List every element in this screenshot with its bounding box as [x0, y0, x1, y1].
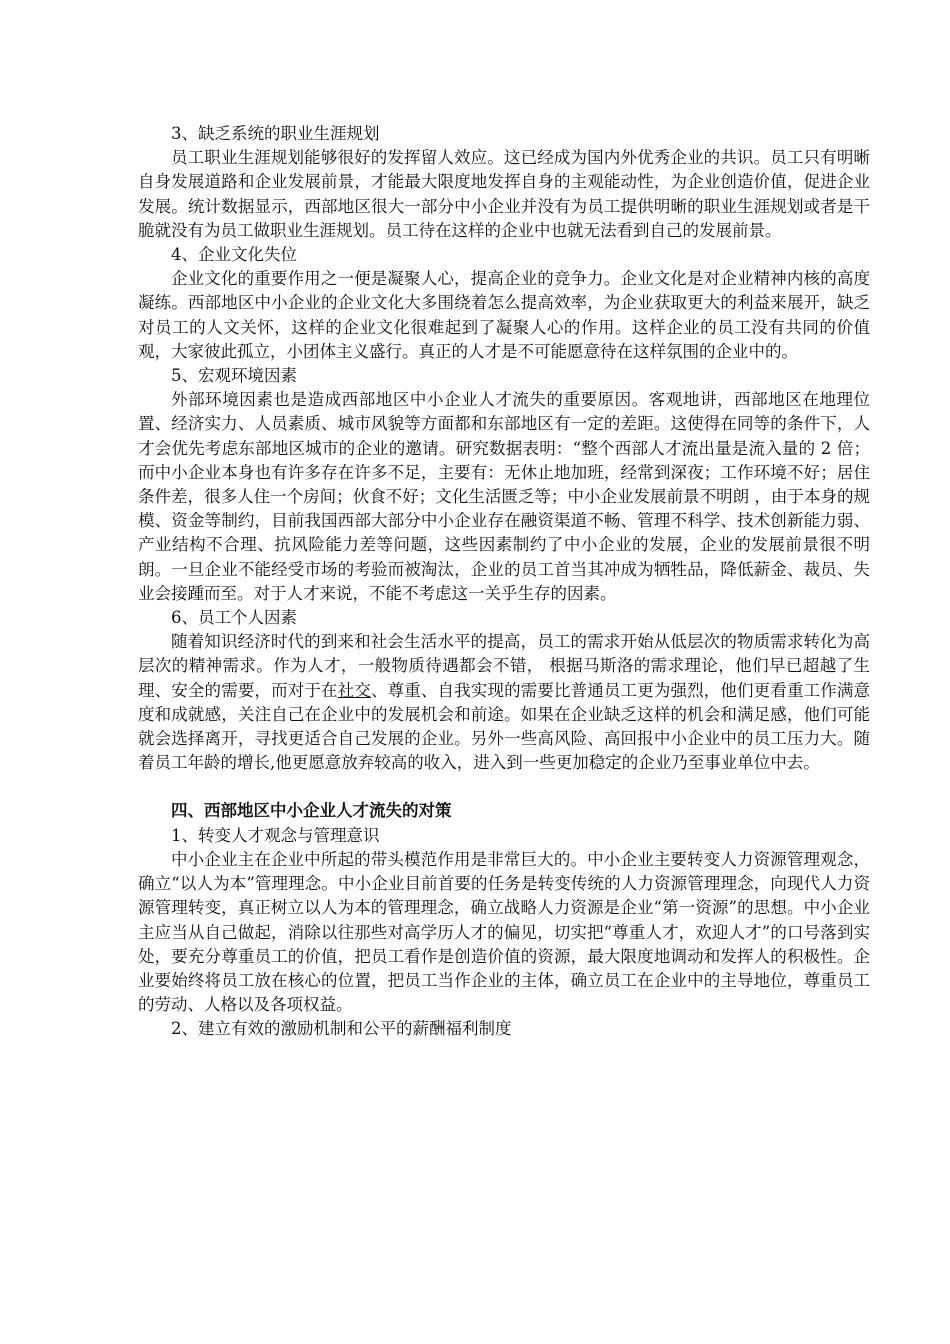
- subparagraph-1: 中小企业主在企业中所起的带头模范作用是非常巨大的。中小企业主要转变人力资源管理观念，确立“以人为本”管理理念。中小企业目前首要的任务是转变传统的人力资源管理理念，向现代人力资源管理转变，真正树立以人为本的管理理念，确立战略人力资源是企业“第一资源”的思想。中小企业主应当从自己做起，消除以往那些对高学历人才的偏见，切实把“尊重人才，欢迎人才”的口号落到实处，要充分尊重员工的价值，把员工看作是创造价值的资源，最大限度地调动和发挥人的积极性。企业要始终将员工放在核心的位置，把员工当作企业的主体，确立员工在企业中的主导地位，尊重员工的劳动、人格以及各项权益。: [138, 849, 870, 1015]
- heading-3: 3、缺乏系统的职业生涯规划: [171, 124, 380, 143]
- paragraph-3: 员工职业生涯规划能够很好的发挥留人效应。这已经成为国内外优秀企业的共识。员工只有明晰自身发展道路和企业发展前景，才能最大限度地发挥自身的主观能动性，为企业创造价值，促进企业发展。统计数据显示，西部地区很大一部分中小企业并没有为员工提供明晰的职业生涯规划或者是干脆就没有为员工做职业生涯规划。员工待在这样的企业中也就无法看到自己的发展前景。: [138, 148, 870, 240]
- paragraph-6: [138, 630, 870, 775]
- heading-4: 4、企业文化失位: [171, 245, 297, 265]
- paragraph-4: 企业文化的重要作用之一便是凝聚人心，提高企业的竞争力。企业文化是对企业精神内核的高度凝练。西部地区中小企业的企业文化大多围绕着怎么提高效率，为企业获取更大的利益来展开，缺乏对员工的人文关怀，这样的企业文化很难起到了凝聚人心的作用。这样企业的员工没有共同的价值观，大家彼此孤立，小团体主义盛行。真正的人才是不可能愿意待在这样氛围的企业中的。: [138, 269, 870, 361]
- heading-6: 6、员工个人因素: [171, 608, 297, 628]
- paragraph-6-part-a: 随着知识经济时代的到来和社会生活水平的提高，员工的需求开始从低层次的物质需求转化为高层次的精神需求。作为人才，一般物质待遇都会不错， 根据马斯洛的需求理论，他们早已超越了生理、安全的需要，而对于在: [138, 632, 870, 700]
- underlined-term: 社交: [337, 680, 371, 700]
- subheading-1: 1、转变人才观念与管理意识: [171, 825, 380, 845]
- document-page: [138, 122, 870, 1042]
- heading-5: 5、宏观环境因素: [171, 366, 297, 386]
- paragraph-6-part-b: 、尊重、自我实现的需要比普通员工更为强烈，他们更看重工作满意度和成就感，关注自己在企业中的发展机会和前途。如果在企业缺乏这样的机会和满足感，他们可能就会选择离开，寻找更适合自己发展的企业。另外一些高风险、高回报中小企业中的员工压力大。随着员工年龄的增长,他更愿意放弃较高的收入，进入到一些更加稳定的企业乃至事业单位中去。: [138, 680, 871, 773]
- subheading-2: 2、建立有效的激励机制和公平的薪酬福利制度: [171, 1019, 512, 1039]
- paragraph-5: 外部环境因素也是造成西部地区中小企业人才流失的重要原因。客观地讲，西部地区在地理位置、经济实力、人员素质、城市风貌等方面都和东部地区有一定的差距。这使得在同等的条件下，人才会优先考虑东部地区城市的企业的邀请。研究数据表明：“整个西部人才流出量是流入量的 2 倍；而中小企业本身也有许多存在许多不足，主要有：无休止地加班，经常到深夜；工作环境不好；居住条件差，很多人住一个房间；伙食不好；文化生活匮乏等；中小企业发展前景不明朗 ，由于本身的规模、资金等制约，目前我国西部大部分中小企业存在融资渠道不畅、管理不科学、技术创新能力弱、产业结构不合理、抗风险能力差等问题，这些因素制约了中小企业的发展，企业的发展前景很不明朗。一旦企业不能经受市场的考验而被淘汰，企业的员工首当其冲成为牺牲品，降低薪金、裁员、失业会接踵而至。对于人才来说，不能不考虑这一关乎生存的因素。: [138, 390, 870, 603]
- section-title-4: 四、西部地区中小企业人才流失的对策: [171, 801, 452, 821]
